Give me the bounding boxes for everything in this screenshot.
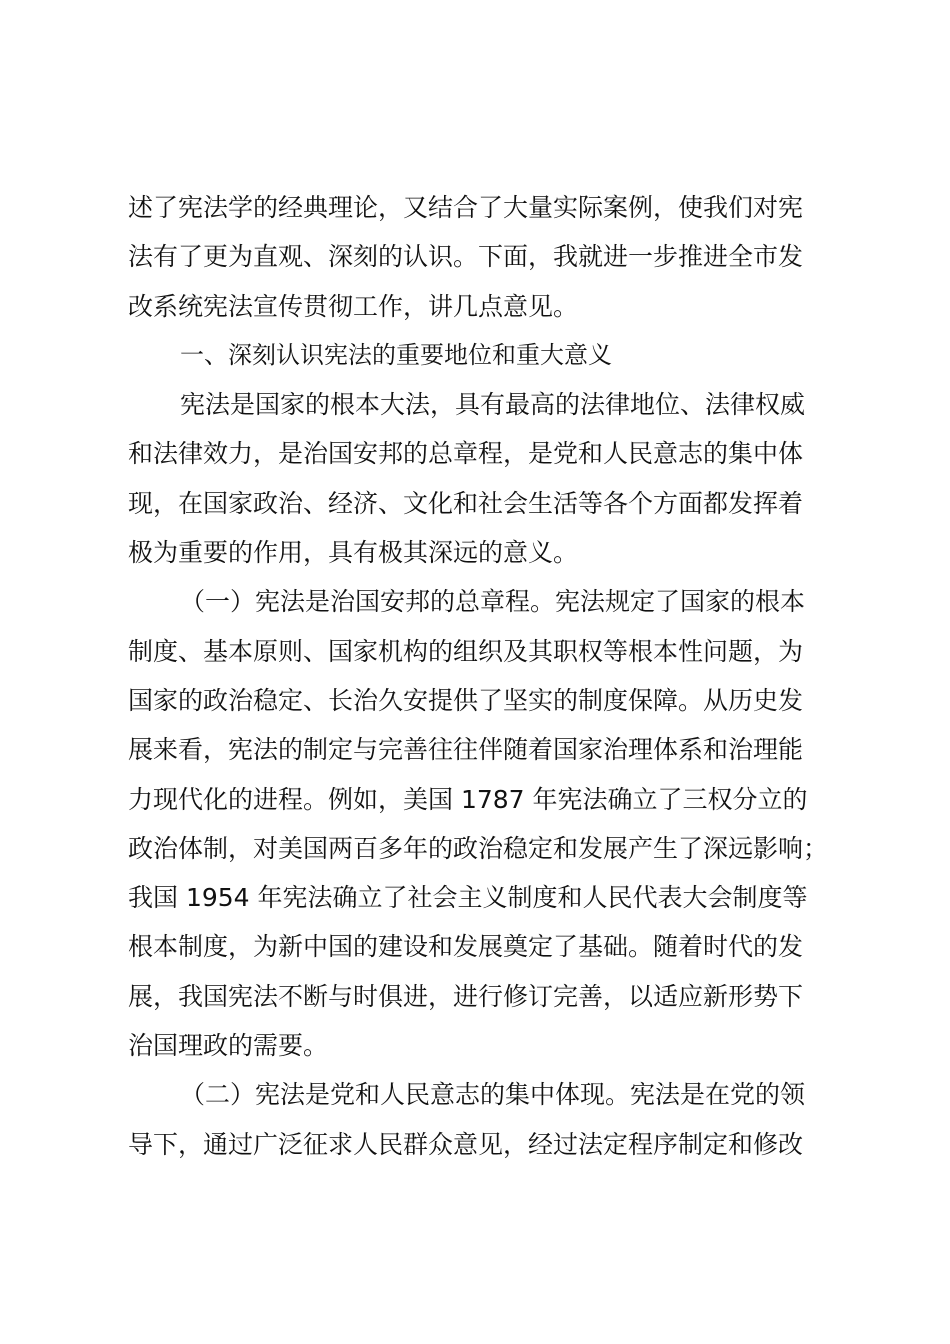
section-heading: 一、深刻认识宪法的重要地位和重大意义 [180,340,612,369]
subsection-line: （一）宪法是治国安邦的总章程。宪法规定了国家的根本 [180,587,806,617]
text-line: 力现代化的进程。例如，美国 1787 年宪法确立了三权分立的 [128,784,808,814]
text-line: 述了宪法学的经典理论，又结合了大量实际案例，使我们对宪 [128,193,804,222]
text-line: 宪法是国家的根本大法，具有最高的法律地位、法律权威 [180,390,806,420]
text-line: 现，在国家政治、经济、文化和社会生活等各个方面都发挥着 [128,488,804,518]
text-line: 导下，通过广泛征求人民群众意见，经过法定程序制定和修改 [128,1129,804,1159]
text-line: 我国 1954 年宪法确立了社会主义制度和人民代表大会制度等 [128,883,808,913]
text-line: 极为重要的作用，具有极其深远的意义。 [128,538,579,568]
body-text [128,183,840,1169]
subsection-line: （二）宪法是党和人民意志的集中体现。宪法是在党的领 [180,1080,806,1110]
text-line: 根本制度，为新中国的建设和发展奠定了基础。随着时代的发 [128,932,804,962]
text-line: 和法律效力，是治国安邦的总章程，是党和人民意志的集中体 [128,439,804,469]
text-line: 制度、基本原则、国家机构的组织及其职权等根本性问题，为 [128,636,804,666]
text-line: 展来看，宪法的制定与完善往往伴随着国家治理体系和治理能 [128,735,804,765]
text-line: 政治体制，对美国两百多年的政治稳定和发展产生了深远影响； [128,833,829,863]
text-line: 法有了更为直观、深刻的认识。下面，我就进一步推进全市发 [128,242,804,272]
text-line: 治国理政的需要。 [128,1031,329,1061]
text-line: 展，我国宪法不断与时俱进，进行修订完善，以适应新形势下 [128,981,804,1011]
text-line: 改系统宪法宣传贯彻工作，讲几点意见。 [128,291,579,321]
text-line: 国家的政治稳定、长治久安提供了坚实的制度保障。从历史发 [128,685,804,715]
